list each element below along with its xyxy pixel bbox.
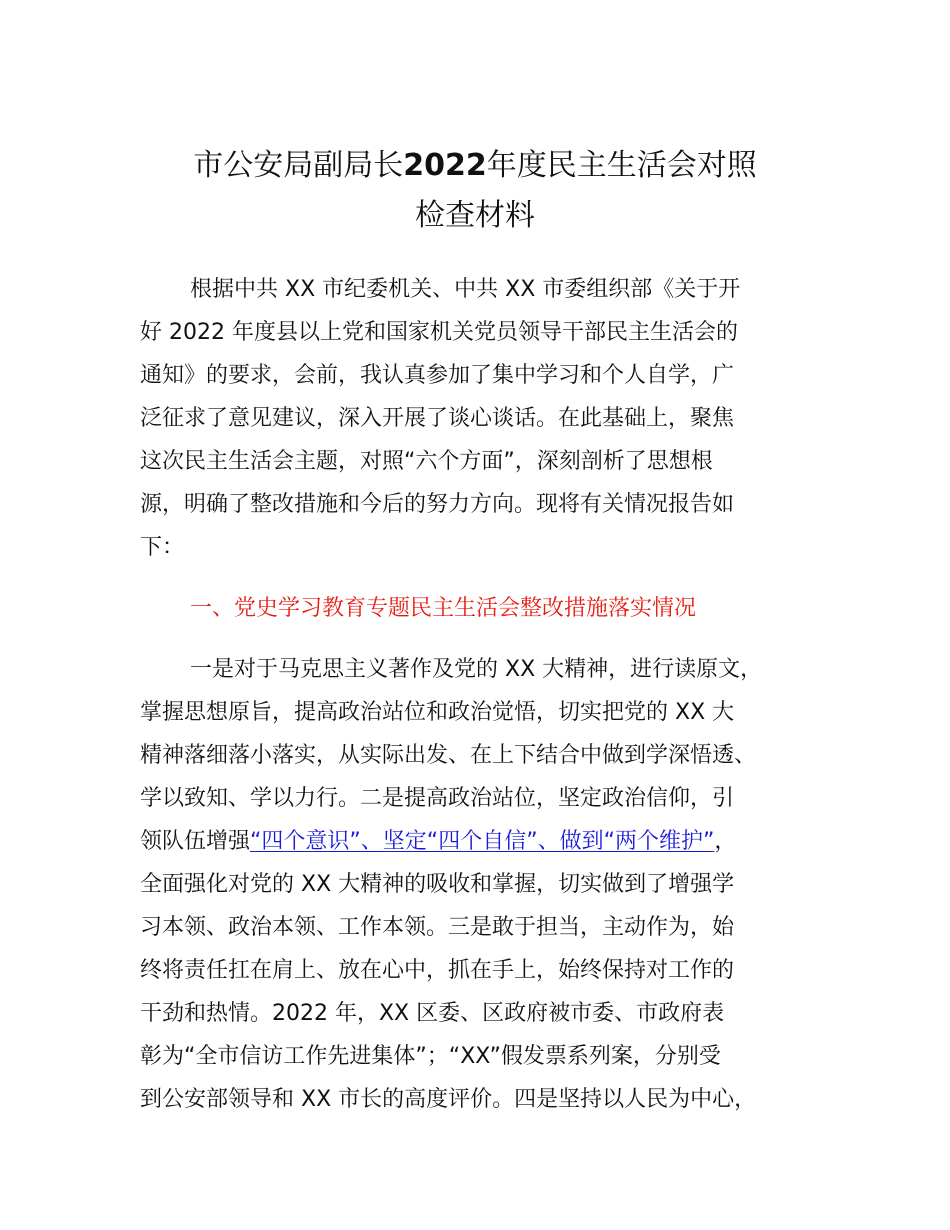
section-1-line: 习本领、政治本领、工作本领。三是敢于担当，主动作为，始 [140, 915, 735, 940]
four-consciousness-link[interactable]: “四个意识”、坚定“四个自信”、做到“两个维护” [250, 829, 715, 854]
intro-line: 下： [140, 535, 185, 560]
link-line-before: 领队伍增强 [140, 829, 251, 854]
section-1-line: 掌握思想原旨，提高政治站位和政治觉悟，切实把党的 XX 大 [140, 700, 735, 725]
intro-line: 源，明确了整改措施和今后的努力方向。现将有关情况报告如 [140, 492, 735, 517]
document-title-line-2: 检查材料 [415, 198, 535, 233]
section-1-line: 精神落细落小落实，从实际出发、在上下结合中做到学深悟透、 [140, 743, 757, 768]
section-1-line: 到公安部领导和 XX 市长的高度评价。四是坚持以人民为中心， [140, 1087, 757, 1112]
intro-line: 通知》的要求，会前，我认真参加了集中学习和个人自学，广 [140, 363, 735, 388]
link-line-after: ， [714, 829, 737, 854]
section-1-line: 学以致知、学以力行。二是提高政治站位，坚定政治信仰，引 [140, 786, 735, 811]
section-1-line: 彰为“全市信访工作先进集体”；“XX”假发票系列案，分别受 [140, 1044, 721, 1069]
intro-line: 根据中共 XX 市纪委机关、中共 XX 市委组织部《关于开 [190, 277, 741, 302]
section-1-line: 干劲和热情。2022 年，XX 区委、区政府被市委、市政府表 [140, 1001, 725, 1026]
section-1-line: 一是对于马克思主义著作及党的 XX 大精神，进行读原文， [190, 657, 763, 682]
title-part-2: 年度民主生活会对照 [486, 148, 757, 183]
intro-line: 泛征求了意见建议，深入开展了谈心谈话。在此基础上，聚焦 [140, 406, 735, 431]
title-part-1: 市公安局副局长 [193, 148, 404, 183]
intro-line: 这次民主生活会主题，对照“六个方面”，深刻剖析了思想根 [140, 449, 713, 474]
intro-line: 好 2022 年度县以上党和国家机关党员领导干部民主生活会的 [140, 320, 738, 345]
section-1-link-line [140, 827, 736, 857]
section-1-heading: 一、党史学习教育专题民主生活会整改措施落实情况 [190, 596, 697, 621]
document-title-line-1 [120, 146, 830, 186]
section-1-line: 全面强化对党的 XX 大精神的吸收和掌握，切实做到了增强学 [140, 872, 735, 897]
title-year: 2022 [403, 148, 487, 183]
section-1-line: 终将责任扛在肩上、放在心中，抓在手上，始终保持对工作的 [140, 958, 735, 983]
